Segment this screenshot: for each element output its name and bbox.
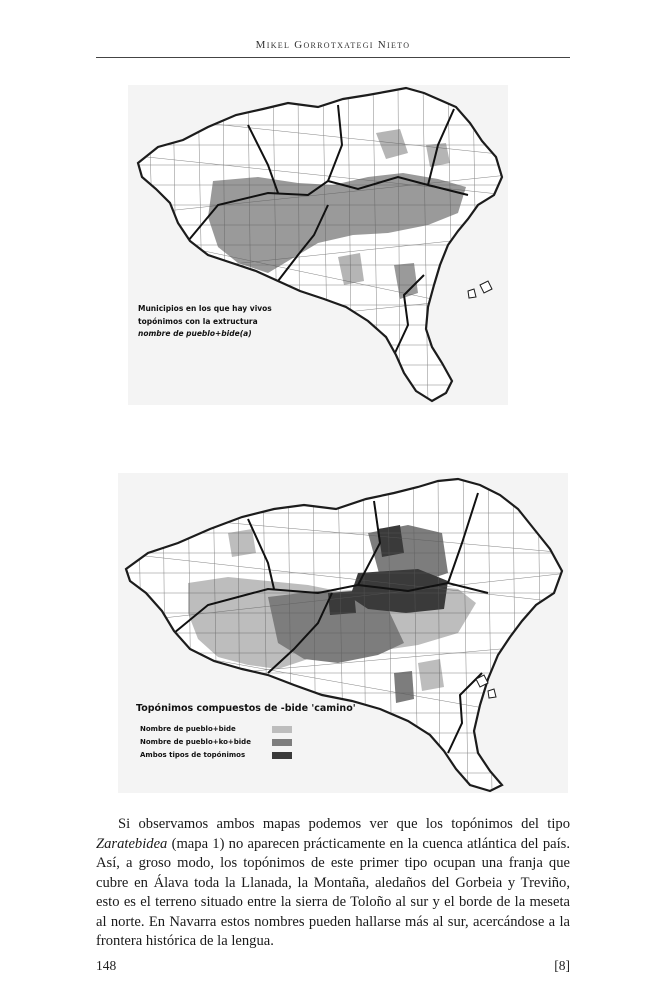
page-number: 148 bbox=[96, 958, 117, 973]
body-text-rest: (mapa 1) no aparecen prácticamente en la cuenca atlántica del país. Así, a groso modo, los topónimos de este primer tipo ocupan una franja que cubre en Álava toda la Llanada, la Montaña, aledaños del Gorbeia y Treviño, esto es el terreno situado entre la sierra de Toloño al sur y el borde de la meseta al norte. En Navarra estos nombres pueden hallarse más al sur, acercándose a la frontera histórica de la lengua. bbox=[96, 835, 570, 949]
map-2-legend-title: Topónimos compuestos de -bide 'camino' bbox=[136, 703, 356, 714]
map-1-svg bbox=[128, 85, 508, 405]
running-head: Mikel Gorrotxategi Nieto bbox=[255, 39, 411, 51]
legend-label: Nombre de pueblo+bide bbox=[140, 725, 236, 734]
body-paragraph bbox=[96, 815, 570, 952]
map-2-legend-item bbox=[140, 746, 292, 760]
map-1-caption-line: nombre de pueblo+bide(a) bbox=[138, 329, 252, 338]
legend-swatch bbox=[272, 726, 292, 733]
map-1-caption-line: topónimos con la extructura bbox=[138, 316, 258, 326]
body-text-start: Si observamos ambos mapas podemos ver que los topónimos del tipo bbox=[118, 816, 570, 832]
map-2-legend-item bbox=[140, 733, 292, 747]
legend-label: Ambos tipos de topónimos bbox=[140, 751, 246, 760]
map-1-caption-line: Municipios en los que hay vivos bbox=[138, 304, 272, 313]
map-1-figure bbox=[128, 85, 508, 405]
map-2-figure bbox=[118, 473, 568, 793]
body-italic-term: Zaratebidea bbox=[96, 835, 168, 852]
header-rule bbox=[96, 57, 570, 58]
legend-swatch bbox=[272, 739, 292, 746]
section-number: [8] bbox=[554, 958, 570, 973]
body-paragraph-block bbox=[96, 815, 570, 952]
legend-swatch bbox=[272, 752, 292, 759]
legend-label: Nombre de pueblo+ko+bide bbox=[140, 738, 251, 747]
map-2-legend-item bbox=[140, 720, 292, 734]
map-1-caption bbox=[138, 303, 272, 341]
